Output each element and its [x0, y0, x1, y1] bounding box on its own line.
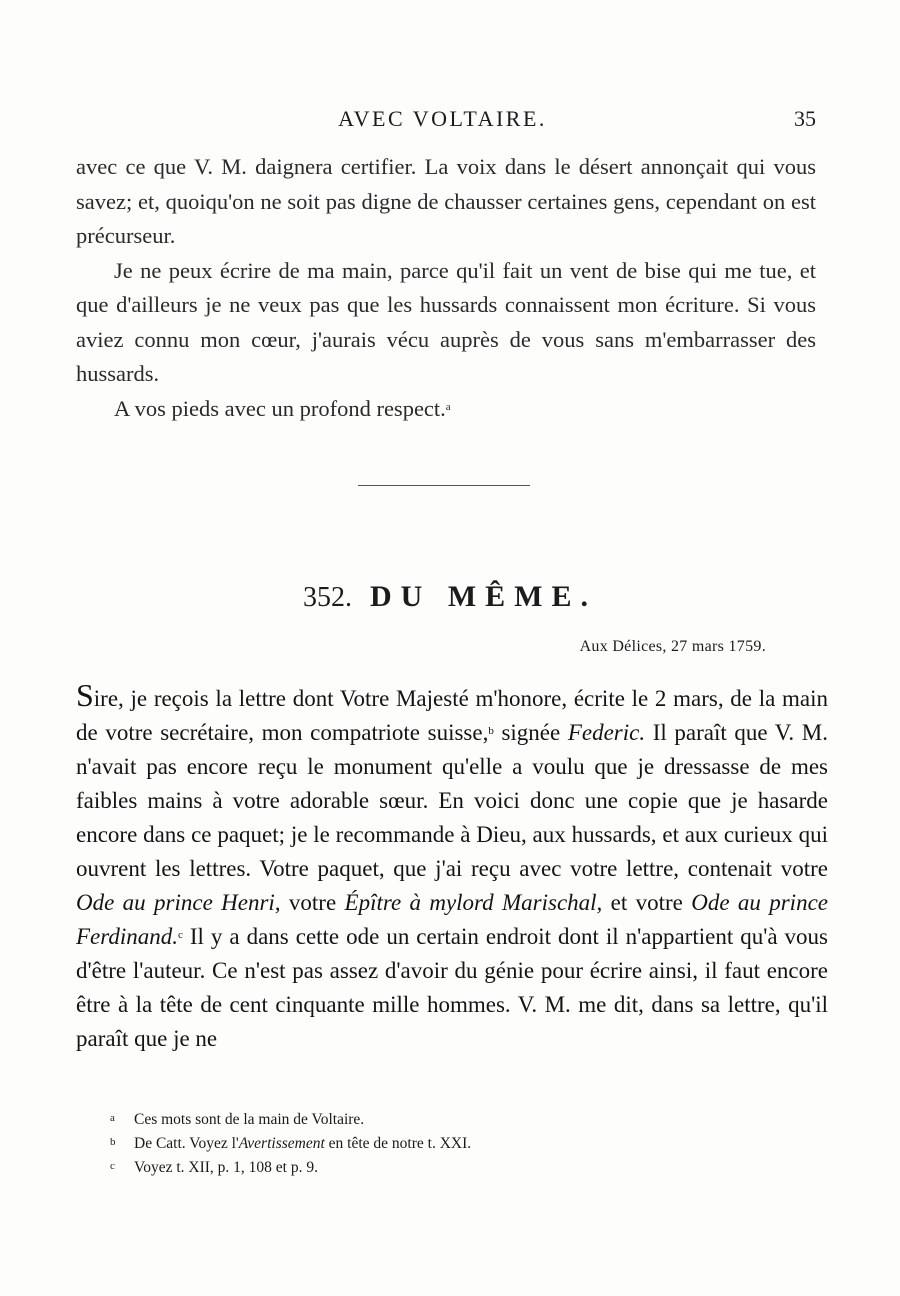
footnotes	[110, 1108, 710, 1180]
footnote-mark: b	[110, 1136, 116, 1148]
footnote-text-after: en tête de notre t. XXI.	[324, 1135, 472, 1152]
footnote-text	[134, 1132, 710, 1156]
closing-line	[76, 392, 816, 427]
body-segment-2: signée	[493, 720, 568, 745]
footnote-text-before: De Catt. Voyez l'	[134, 1135, 239, 1152]
letter-heading	[0, 580, 900, 614]
initial-letter: S	[76, 677, 94, 713]
footnote-mark: a	[110, 1112, 115, 1124]
footnote-mark: c	[110, 1160, 115, 1172]
previous-letter-text	[76, 150, 816, 426]
dateline: Aux Délices, 27 mars 1759.	[579, 638, 766, 655]
footnote-text: Ces mots sont de la main de Voltaire.	[134, 1111, 365, 1128]
footnote-b	[110, 1132, 710, 1156]
work-ode-prince-ferdinand: Ode au prince Ferdinand.	[76, 890, 828, 949]
section-separator	[358, 485, 530, 486]
signature-federic: Federic.	[567, 720, 646, 745]
body-segment-4: votre	[280, 890, 345, 915]
closing-text: A vos pieds avec un profond respect.	[114, 395, 446, 421]
running-title: AVEC VOLTAIRE.	[338, 106, 547, 131]
body-segment-1: ire, je reçois la lettre dont Votre Majesté m'honore, écrite le 2 mars, de la main de votre secrétaire, mon compatriote suisse,	[76, 686, 828, 745]
body-segment-5: et votre	[602, 890, 692, 915]
letter-paragraph	[76, 678, 828, 1056]
footnote-ref-b: b	[488, 725, 494, 737]
paragraph-1: avec ce que V. M. daignera certifier. La voix dans le désert annonçait qui vous savez; et, quoiqu'on ne soit pas digne de chausser certaines gens, cependant on est précurseur.	[76, 154, 816, 248]
footnote-ref-c: c	[178, 929, 183, 941]
letter-title: DU MÊME.	[370, 580, 597, 613]
work-epitre-marischal: Épître à mylord Marischal,	[344, 890, 603, 915]
footnote-c	[110, 1156, 710, 1180]
paragraph-2: Je ne peux écrire de ma main, parce qu'il fait un vent de bise qui me tue, et que d'ailleurs je ne veux pas que les hussards connaissent mon écriture. Si vous aviez connu mon cœur, j'aurais vécu auprès de vous sans m'embarrasser des hussards.	[76, 257, 816, 386]
work-ode-prince-henri: Ode au prince Henri,	[76, 890, 281, 915]
letter-number: 352.	[303, 582, 352, 613]
page-number: 35	[794, 106, 816, 131]
footnote-italic: Avertissement	[238, 1135, 325, 1152]
footnote-a	[110, 1108, 710, 1132]
body-segment-6: Il y a dans cette ode un certain endroit dont il n'appartient qu'à vous d'être l'auteur. Ce n'est pas assez d'avoir du génie pour écrire ainsi, il faut encore être à la tête de cent cinquante mille hommes. V. M. me dit, dans sa lettre, qu'il paraît que je ne	[76, 924, 828, 1051]
footnote-ref-a: a	[445, 400, 451, 413]
footnote-text: Voyez t. XII, p. 1, 108 et p. 9.	[134, 1159, 318, 1176]
letter-body	[76, 678, 828, 1056]
body-segment-3: Il paraît que V. M. n'avait pas encore reçu le monument qu'elle a voulu que je dressasse de mes faibles mains à votre adorable sœur. En voici donc une copie que je hasarde encore dans ce paquet; je le recommande à Dieu, aux hussards, et aux curieux qui ouvrent les lettres. Votre paquet, que j'ai reçu avec votre lettre, contenait votre	[76, 720, 828, 881]
